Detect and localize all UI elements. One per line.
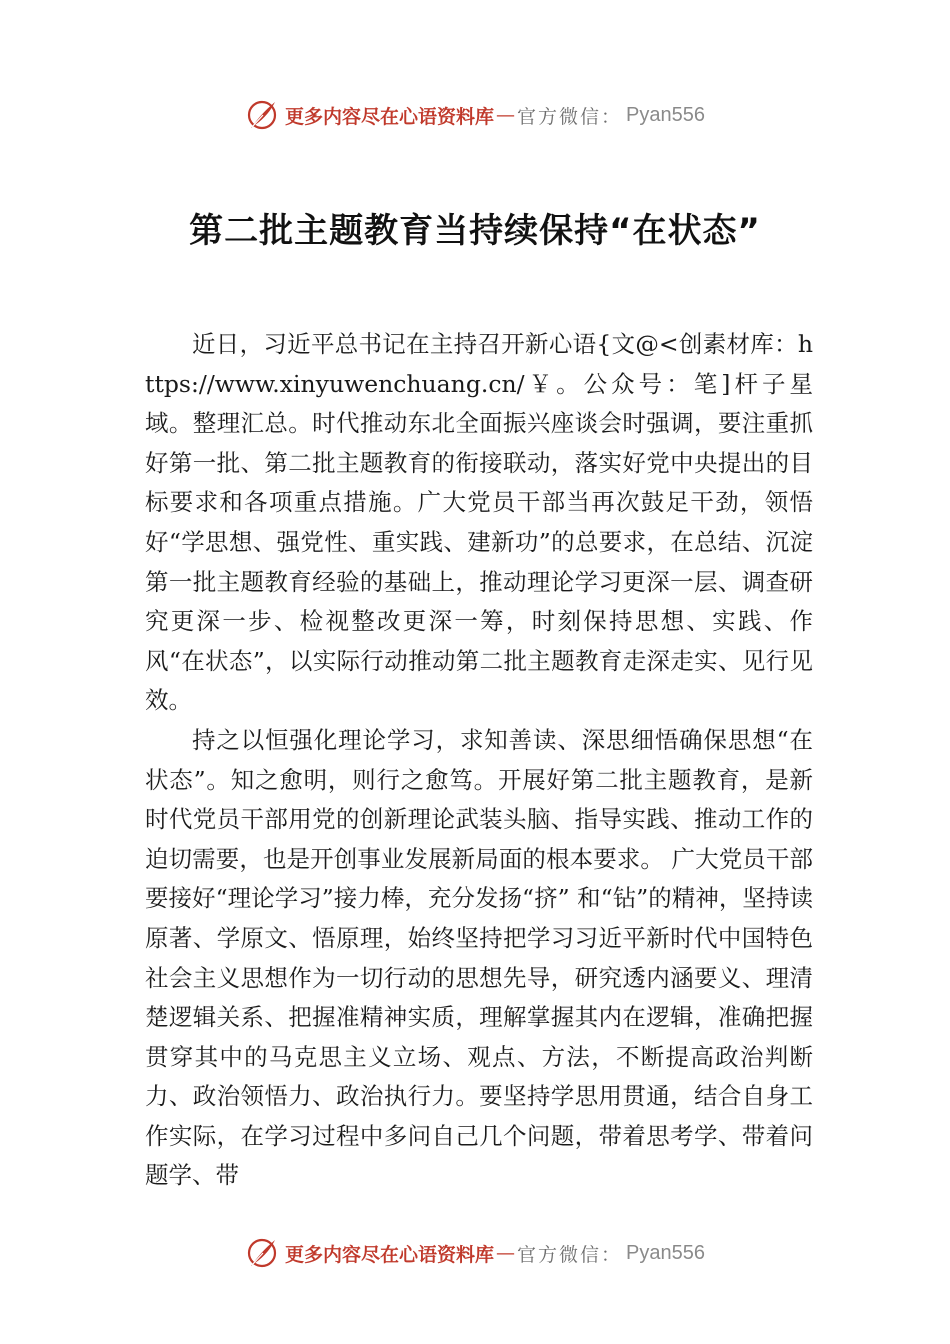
header-watermark [0, 95, 950, 135]
document-title: 第二批主题教育当持续保持“在状态” [189, 211, 761, 251]
watermark-text [285, 102, 705, 129]
watermark-dash: — [496, 104, 516, 126]
quill-logo-icon [245, 1236, 279, 1270]
watermark-text [285, 1240, 705, 1267]
footer-watermark [0, 1233, 950, 1273]
paragraph-2: 持之以恒强化理论学习，求知善读、深思细悟确保思想“在状态”。知之愈明，则行之愈笃。开展好第二批主题教育，是新时代党员干部用党的创新理论武装头脑、指导实践、推动工作的迫切需要，也是开创事业发展新局面的根本要求。 广大党员干部要接好“理论学习”接力棒，充分发扬“挤” 和“钻”的精神，坚持读原著、学原文、悟原理，始终坚持把学习习近平新时代中国特色社会主义思想作为一切行动的思想先导，研究透内涵要义、理清楚逻辑关系、把握准精神实质，理解掌握其内在逻辑，准确把握贯穿其中的马克思主义立场、观点、方法，不断提高政治判断力、政治领悟力、政治执行力。要坚持学思用贯通，结合自身工作实际，在学习过程中多问自己几个问题，带着思考学、带着问题学、带 [145, 725, 813, 1190]
watermark-brand: 更多内容尽在心语资料库 [285, 1243, 495, 1266]
quill-logo-icon [245, 98, 279, 132]
watermark-official-label: 官方微信： [517, 1243, 623, 1266]
paragraph-1: 近日，习近平总书记在主持召开新心语{文@<创素材库：https://www.xinyuwenchuang.cn/￥。公众号：笔]杆子星域。整理汇总。时代推动东北全面振兴座谈会时强调，要注重抓好第一批、第二批主题教育的衔接联动，落实好党中央提出的目标要求和各项重点措施。广大党员干部当再次鼓足干劲，领悟好“学思想、强党性、重实践、建新功”的总要求，在总结、沉淀第一批主题教育经验的基础上，推动理论学习更深一层、调查研究更深一步、检视整改更深一筹，时刻保持思想、实践、作风“在状态”，以实际行动推动第二批主题教育走深走实、见行见效。 [145, 330, 813, 715]
document-body [145, 325, 813, 1196]
watermark-account: Pyan556 [626, 103, 705, 126]
watermark-official-label: 官方微信： [517, 105, 623, 128]
watermark-dash: — [496, 1242, 516, 1264]
watermark-brand: 更多内容尽在心语资料库 [285, 105, 495, 128]
watermark-account: Pyan556 [626, 1241, 705, 1264]
